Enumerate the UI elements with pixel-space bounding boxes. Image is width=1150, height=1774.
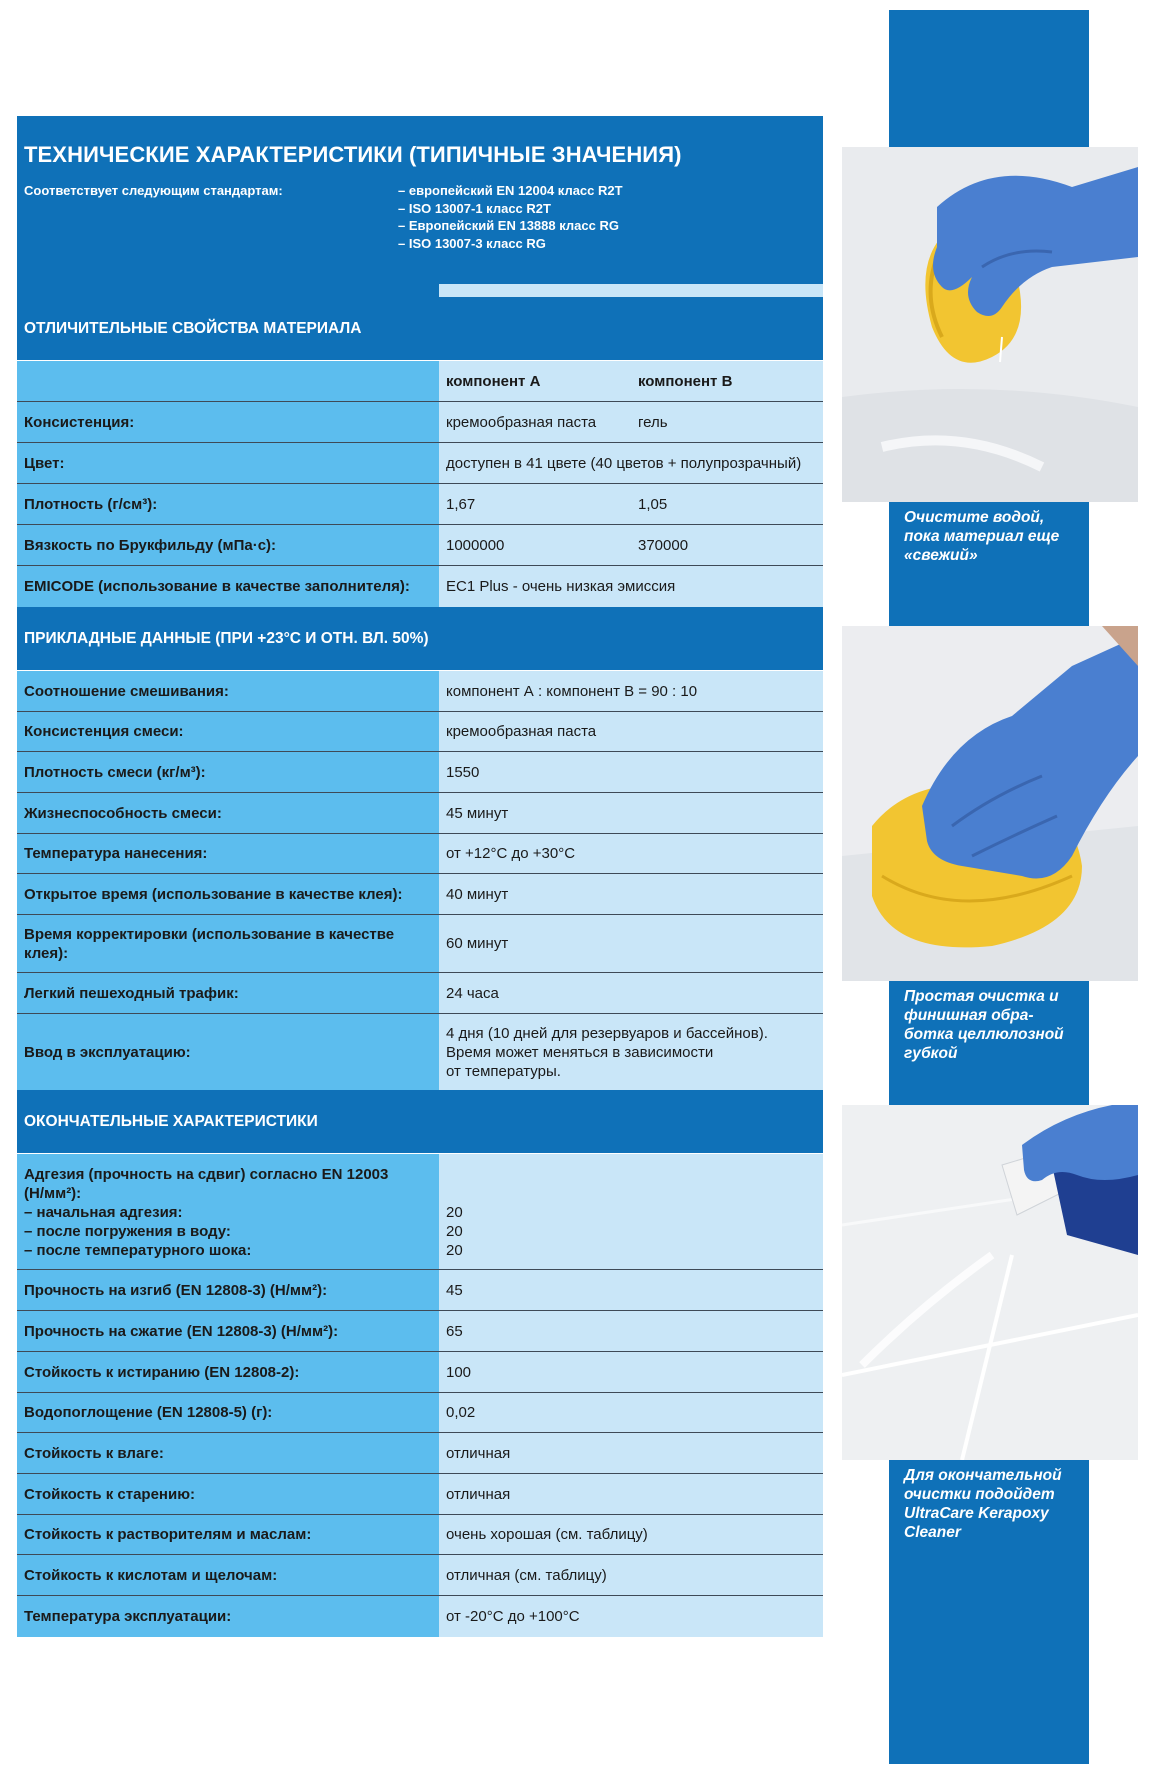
row-label: Соотношение смешивания: (17, 671, 439, 711)
row-label: Стойкость к кислотам и щелочам: (17, 1555, 439, 1595)
row-value: 100 (439, 1352, 823, 1392)
row-label: Консистенция смеси: (17, 712, 439, 751)
value-line: Время может меняться в зависимости (446, 1043, 714, 1061)
caption-line: ботка целлюлозной (904, 1026, 1064, 1043)
row-value: 1550 (439, 752, 823, 792)
spec-header (17, 116, 823, 284)
value-line: от температуры. (446, 1062, 561, 1080)
value-line: 20 (446, 1242, 463, 1259)
value-a: 1,67 (446, 495, 476, 513)
table-row (17, 1393, 823, 1433)
row-label: Открытое время (использование в качестве клея): (17, 874, 439, 914)
section-application-title: ПРИКЛАДНЫЕ ДАННЫЕ (ПРИ +23°С И ОТН. ВЛ. 50%) (17, 607, 823, 671)
row-value: отличная (439, 1474, 823, 1514)
standard-item: – европейский EN 12004 класс R2T (398, 183, 623, 198)
row-label: Легкий пешеходный трафик: (17, 973, 439, 1013)
header-stripe (17, 284, 823, 297)
row-label: Температура эксплуатации: (17, 1596, 439, 1637)
table-row (17, 1014, 823, 1090)
caption-rinse (904, 508, 1079, 565)
caption-line: Простая очистка и (904, 988, 1059, 1005)
table-row (17, 1555, 823, 1596)
row-value: кремообразная паста (439, 712, 823, 751)
row-label: Стойкость к истиранию (EN 12808-2): (17, 1352, 439, 1392)
row-value: EC1 Plus - очень низкая эмиссия (439, 566, 823, 607)
table-row (17, 874, 823, 915)
table-row (17, 793, 823, 834)
caption-line: UltraCare Kerapoxy (904, 1505, 1049, 1522)
spray-cleaner-illustration (842, 1105, 1138, 1460)
caption-line: пока материал еще (904, 528, 1060, 545)
table-row (17, 1270, 823, 1311)
caption-line: финишная обра- (904, 1007, 1034, 1024)
photo-sponge-finish (842, 626, 1138, 981)
value-line: 20 (446, 1223, 463, 1240)
row-value: 60 минут (439, 915, 823, 972)
table-row (17, 402, 823, 443)
label-line: Адгезия (прочность на сдвиг) согласно EN 12003 (24, 1166, 389, 1183)
section-final-title: ОКОНЧАТЕЛЬНЫЕ ХАРАКТЕРИСТИКИ (17, 1090, 823, 1154)
row-value: 45 (439, 1270, 823, 1310)
table-row (17, 566, 823, 607)
table-row (17, 1596, 823, 1637)
column-header-a: компонент А (446, 372, 541, 390)
row-value: 45 минут (439, 793, 823, 833)
caption-line: Cleaner (904, 1524, 961, 1541)
value-b: 370000 (638, 536, 689, 554)
tech-spec-table (17, 116, 823, 1637)
photo-sponge-rinse (842, 147, 1138, 502)
row-label: Плотность (г/см³): (17, 484, 439, 524)
caption-line: «свежий» (904, 547, 978, 564)
page-title: ТЕХНИЧЕСКИЕ ХАРАКТЕРИСТИКИ (ТИПИЧНЫЕ ЗНАЧЕНИЯ) (24, 142, 682, 167)
standards-row (24, 182, 816, 252)
row-label: Жизнеспособность смеси: (17, 793, 439, 833)
row-value (439, 1014, 823, 1090)
row-value: от -20°С до +100°С (439, 1596, 823, 1637)
row-label: Стойкость к старению: (17, 1474, 439, 1514)
sponge-rinse-illustration (842, 147, 1138, 502)
column-header-b: компонент В (638, 372, 733, 390)
standard-item: – Европейский EN 13888 класс RG (398, 218, 619, 233)
row-label: Ввод в эксплуатацию: (17, 1014, 439, 1090)
table-row (17, 915, 823, 973)
row-value: компонент А : компонент В = 90 : 10 (439, 671, 823, 711)
table-row-adhesion (17, 1154, 823, 1270)
table-row (17, 1474, 823, 1515)
row-value: отличная (439, 1433, 823, 1473)
row-value (439, 1154, 823, 1269)
photo-spray-cleaner (842, 1105, 1138, 1460)
label-line: (Н/мм²): (24, 1185, 82, 1202)
value-b: 1,05 (638, 495, 668, 513)
row-label: Стойкость к растворителям и маслам: (17, 1515, 439, 1554)
row-label: Плотность смеси (кг/м³): (17, 752, 439, 792)
row-label: Цвет: (17, 443, 439, 483)
row-value: очень хорошая (см. таблицу) (439, 1515, 823, 1554)
table-row (17, 671, 823, 712)
table-row (17, 834, 823, 874)
value-line: 20 (446, 1204, 463, 1221)
value-line: 4 дня (10 дней для резервуаров и бассейнов). (446, 1024, 768, 1042)
row-value: 0,02 (439, 1393, 823, 1432)
row-label: Стойкость к влаге: (17, 1433, 439, 1473)
table-row (17, 973, 823, 1014)
table-row (17, 443, 823, 484)
table-row (17, 1352, 823, 1393)
row-label (17, 361, 439, 401)
row-value: 24 часа (439, 973, 823, 1013)
standard-item: – ISO 13007-1 класс R2T (398, 200, 551, 216)
row-value: от +12°С до +30°С (439, 834, 823, 873)
row-label: EMICODE (использование в качестве заполнителя): (17, 566, 439, 607)
table-row (17, 484, 823, 525)
table-row (17, 1433, 823, 1474)
section-material-title: ОТЛИЧИТЕЛЬНЫЕ СВОЙСТВА МАТЕРИАЛА (17, 297, 823, 361)
table-row (17, 1311, 823, 1352)
caption-finish (904, 987, 1079, 1063)
standards-list (398, 182, 623, 252)
table-row (17, 752, 823, 793)
label-line: – после температурного шока: (24, 1242, 252, 1259)
standards-label: Соответствует следующим стандартам: (24, 183, 283, 198)
caption-cleaner (904, 1466, 1079, 1542)
table-row-component-header (17, 361, 823, 402)
caption-line: очистки подойдет (904, 1486, 1055, 1503)
row-label: Прочность на изгиб (EN 12808-3) (Н/мм²): (17, 1270, 439, 1310)
row-value: отличная (см. таблицу) (439, 1555, 823, 1595)
row-value: доступен в 41 цвете (40 цветов + полупрозрачный) (439, 443, 823, 483)
table-row (17, 525, 823, 566)
caption-line: губкой (904, 1045, 958, 1062)
label-line: – после погружения в воду: (24, 1223, 231, 1240)
row-label: Вязкость по Брукфильду (мПа·с): (17, 525, 439, 565)
label-line: – начальная адгезия: (24, 1204, 183, 1221)
value-b: гель (638, 413, 668, 431)
row-value: 40 минут (439, 874, 823, 914)
row-label: Водопоглощение (EN 12808-5) (г): (17, 1393, 439, 1432)
caption-line: Для окончательной (904, 1467, 1062, 1484)
row-label (17, 1154, 439, 1269)
row-label: Время корректировки (использование в качестве клея): (17, 915, 439, 972)
table-row (17, 712, 823, 752)
row-label: Температура нанесения: (17, 834, 439, 873)
value-a: 1000000 (446, 536, 505, 554)
row-label: Консистенция: (17, 402, 439, 442)
caption-line: Очистите водой, (904, 509, 1045, 526)
sponge-finish-illustration (842, 626, 1138, 981)
row-label: Прочность на сжатие (EN 12808-3) (Н/мм²): (17, 1311, 439, 1351)
value-a: кремообразная паста (446, 413, 597, 431)
table-row (17, 1515, 823, 1555)
standard-item: – ISO 13007-3 класс RG (398, 235, 546, 251)
row-value: 65 (439, 1311, 823, 1351)
